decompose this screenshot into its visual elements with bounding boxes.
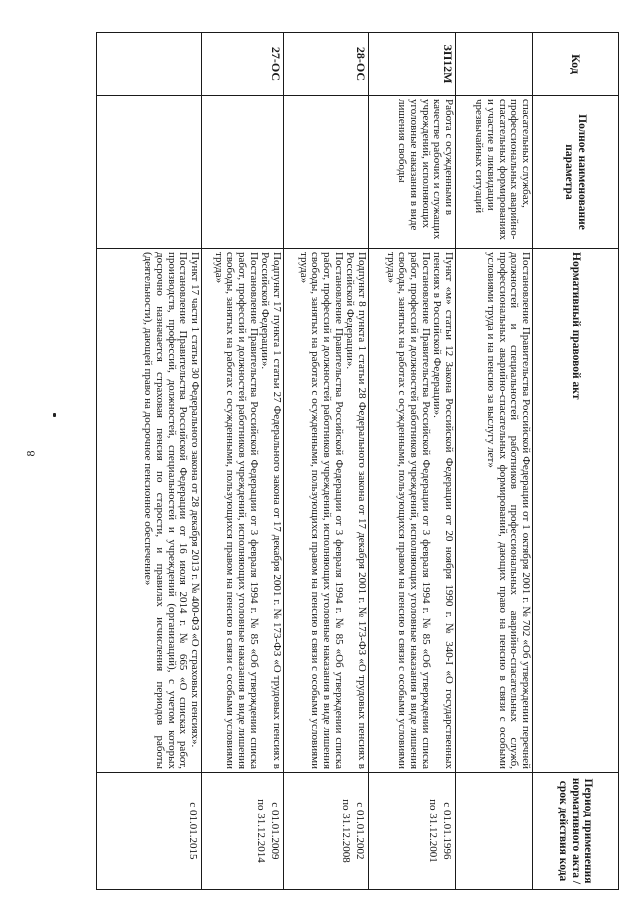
period-end: по 31.12.2008 xyxy=(340,799,353,863)
period-start: с 01.01.1996 xyxy=(441,802,453,860)
period-start: с 01.01.2015 xyxy=(187,802,199,860)
cell-act xyxy=(284,249,369,773)
table-row xyxy=(97,33,202,890)
pension-codes-table xyxy=(96,32,619,890)
rotated-page xyxy=(97,32,619,885)
cell-code xyxy=(456,33,533,96)
period-end: по 31.12.2001 xyxy=(427,799,440,863)
cell-period xyxy=(284,773,369,890)
cell-act xyxy=(202,249,284,773)
act-paragraph: Пункт «м» статьи 12 Закона Российской Федерации от 20 ноября 1990 г. № 340-I «О государственных пенсиях в Российской Федерации». xyxy=(431,252,455,769)
table-row xyxy=(284,33,369,890)
margin-dot xyxy=(53,413,56,417)
cell-act xyxy=(369,249,456,773)
header-act: Нормативный правовой акт xyxy=(533,249,619,773)
cell-code: 28-ОС xyxy=(284,33,369,96)
act-paragraph: Подпункт 17 пункта 1 статьи 27 Федерального закона от 17 декабря 2001 г. № 173-ФЗ «О трудовых пенсиях в Российской Федерации». xyxy=(259,252,283,769)
cell-param: спасательных службах, профессиональных аварийно-спасательных формированиях и участие в ликвидации чрезвычайных ситуаций xyxy=(456,96,533,249)
header-param: Полное наименование параметра xyxy=(533,96,619,249)
act-paragraph: Подпункт 8 пункта 1 статьи 28 Федерального закона от 17 декабря 2001 г. № 173-ФЗ «О трудовых пенсиях в Российской Федерации». xyxy=(344,252,368,769)
cell-act xyxy=(97,249,202,773)
cell-period xyxy=(202,773,284,890)
table-row xyxy=(456,33,533,890)
cell-period xyxy=(369,773,456,890)
cell-period xyxy=(97,773,202,890)
cell-code: 27-ОС xyxy=(202,33,284,96)
period-start: с 01.01.2002 xyxy=(354,802,366,860)
cell-param: Работа с осужденными в качестве рабочих и служащих учреждений, исполняющих уголовные наказания в виде лишения свободы xyxy=(369,96,456,249)
act-paragraph: Пункт 17 части 1 статьи 30 Федерального закона от 28 декабря 2013 г. № 400-ФЗ «О страховых пенсиях». xyxy=(189,252,201,748)
act-paragraph: Постановление Правительства Российской Федерации от 1 октября 2001 г. № 702 «Об утверждении перечней должностей и специальностей работников профессиональных аварийно-спасательных служб, профессиональных аварийно-спасательных формирований, дающих право на пенсию в связи с особыми условиями труда и на пенсию за выслугу лет» xyxy=(485,252,532,769)
cell-param xyxy=(97,96,202,249)
table-header-row xyxy=(533,33,619,890)
header-period: Период применения нормативного акта / срок действия кода xyxy=(533,773,619,890)
period-start: с 01.01.2009 xyxy=(269,802,281,860)
cell-code: ЗП12М xyxy=(369,33,456,96)
header-code: Код xyxy=(533,33,619,96)
cell-act xyxy=(456,249,533,773)
cell-period xyxy=(456,773,533,890)
cell-param xyxy=(202,96,284,249)
cell-code xyxy=(97,33,202,96)
page-number: 8 xyxy=(23,450,38,457)
act-paragraph: Постановление Правительства Российской Федерации от 16 июля 2014 г. № 665 «О списках работ, производств, профессий, должностей, специальностей и учреждений (организаций), с учетом которых досрочно назначается страховая пенсия по старости, и правилах исчисления периодов работы (деятельности), дающей право на досрочное пенсионное обеспечение» xyxy=(142,252,190,769)
act-paragraph: Постановление Правительства Российской Федерации от 3 февраля 1994 г. № 85 «Об утверждении списка работ, профессий и должностей работников учреждений, исполняющих уголовные наказания в виде лишения свободы, занятых на работах с осужденными, пользующихся правом на пенсию в связи с особыми условиями труда» xyxy=(297,252,345,769)
table-row xyxy=(202,33,284,890)
table-row xyxy=(369,33,456,890)
act-paragraph: Постановление Правительства Российской Федерации от 3 февраля 1994 г. № 85 «Об утверждении списка работ, профессий и должностей работников учреждений, исполняющих уголовные наказания в виде лишения свободы, занятых на работах с осужденными, пользующихся правом на пенсию в связи с особыми условиями труда» xyxy=(384,252,432,769)
period-end: по 31.12.2014 xyxy=(255,799,268,863)
cell-param xyxy=(284,96,369,249)
act-paragraph: Постановление Правительства Российской Федерации от 3 февраля 1994 г. № 85 «Об утверждении списка работ, профессий и должностей работников учреждений, исполняющих уголовные наказания в виде лишения свободы, занятых на работах с осужденными, пользующихся правом на пенсию в связи с особыми условиями труда» xyxy=(212,252,260,769)
